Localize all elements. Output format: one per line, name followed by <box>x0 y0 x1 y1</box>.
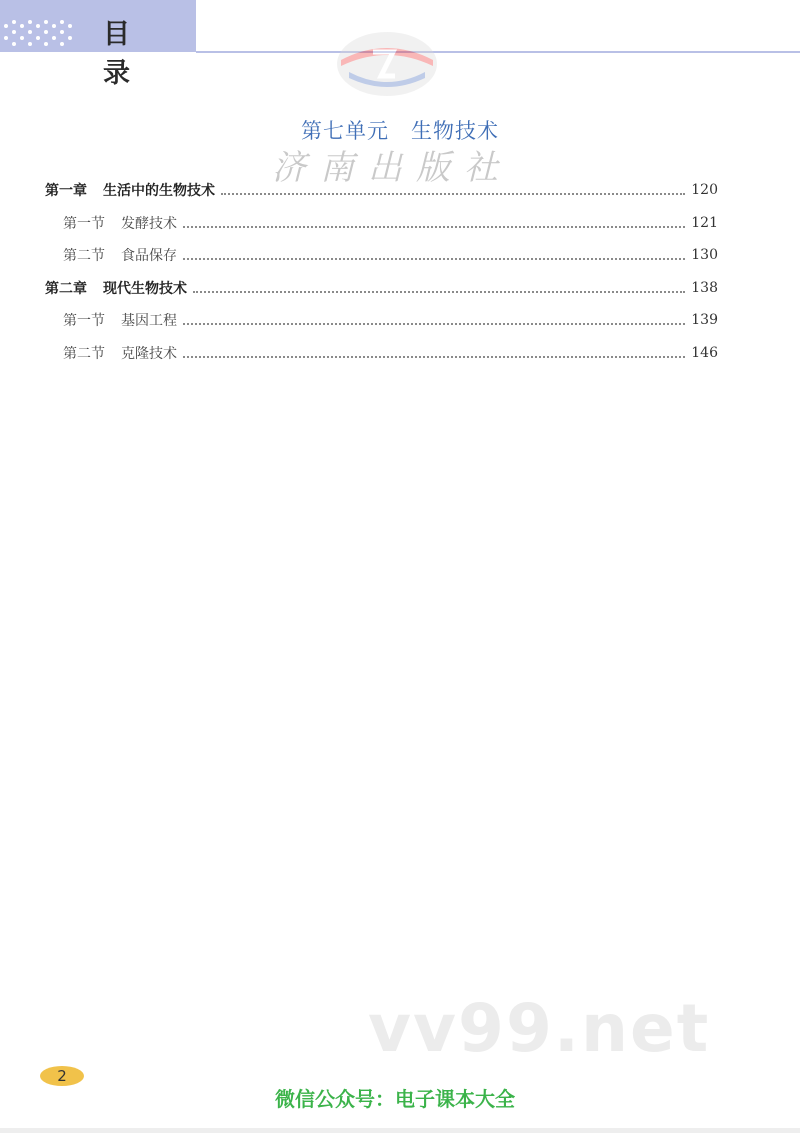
unit-title: 第七单元 生物技术 <box>301 119 499 143</box>
toc-entry[interactable] <box>63 209 718 237</box>
bottom-rule <box>0 1128 800 1133</box>
leader-dots <box>183 355 685 358</box>
toc-entry-label: 克隆技术 <box>121 346 177 362</box>
leader-dots <box>183 257 685 260</box>
toc-entry-page: 121 <box>691 215 718 231</box>
leader-dots <box>183 322 685 325</box>
decorative-dots-icon <box>2 18 80 48</box>
leader-dots <box>183 225 685 228</box>
footer-note: 微信公众号：电子课本大全 <box>275 1087 515 1111</box>
leader-dots <box>193 290 685 293</box>
toc-entry-number: 第二章 <box>45 281 87 297</box>
toc-entry[interactable] <box>63 241 718 269</box>
toc-entry-page: 146 <box>691 345 718 361</box>
toc-entry-number: 第一章 <box>45 183 87 199</box>
publisher-logo-icon <box>335 30 439 98</box>
toc-entry[interactable] <box>63 339 718 367</box>
publisher-watermark: 济南出版社 <box>272 148 512 188</box>
toc-entry-number: 第一节 <box>63 216 105 232</box>
page-number-badge: 2 <box>40 1066 84 1086</box>
toc-entry-label: 基因工程 <box>121 313 177 329</box>
header-band <box>0 0 196 89</box>
toc-entry-page: 130 <box>691 247 718 263</box>
site-watermark: vv99.net <box>368 990 711 1067</box>
toc-entry-number: 第二节 <box>63 248 105 264</box>
toc-entry-label: 生活中的生物技术 <box>103 183 215 199</box>
leader-dots <box>221 192 685 195</box>
toc-entry-page: 120 <box>691 182 718 198</box>
toc-entry-number: 第二节 <box>63 346 105 362</box>
toc-entry-label: 现代生物技术 <box>103 281 187 297</box>
toc-entry-page: 138 <box>691 280 718 296</box>
toc-entry-page: 139 <box>691 312 718 328</box>
toc-entry[interactable] <box>45 176 718 204</box>
toc-entry[interactable] <box>45 274 718 302</box>
page-title: 目 录 <box>103 19 144 89</box>
toc-entry-number: 第一节 <box>63 313 105 329</box>
toc-entry-label: 食品保存 <box>121 248 177 264</box>
toc-entry-label: 发酵技术 <box>121 216 177 232</box>
header-rule <box>196 51 800 53</box>
toc-entry[interactable] <box>63 306 718 334</box>
